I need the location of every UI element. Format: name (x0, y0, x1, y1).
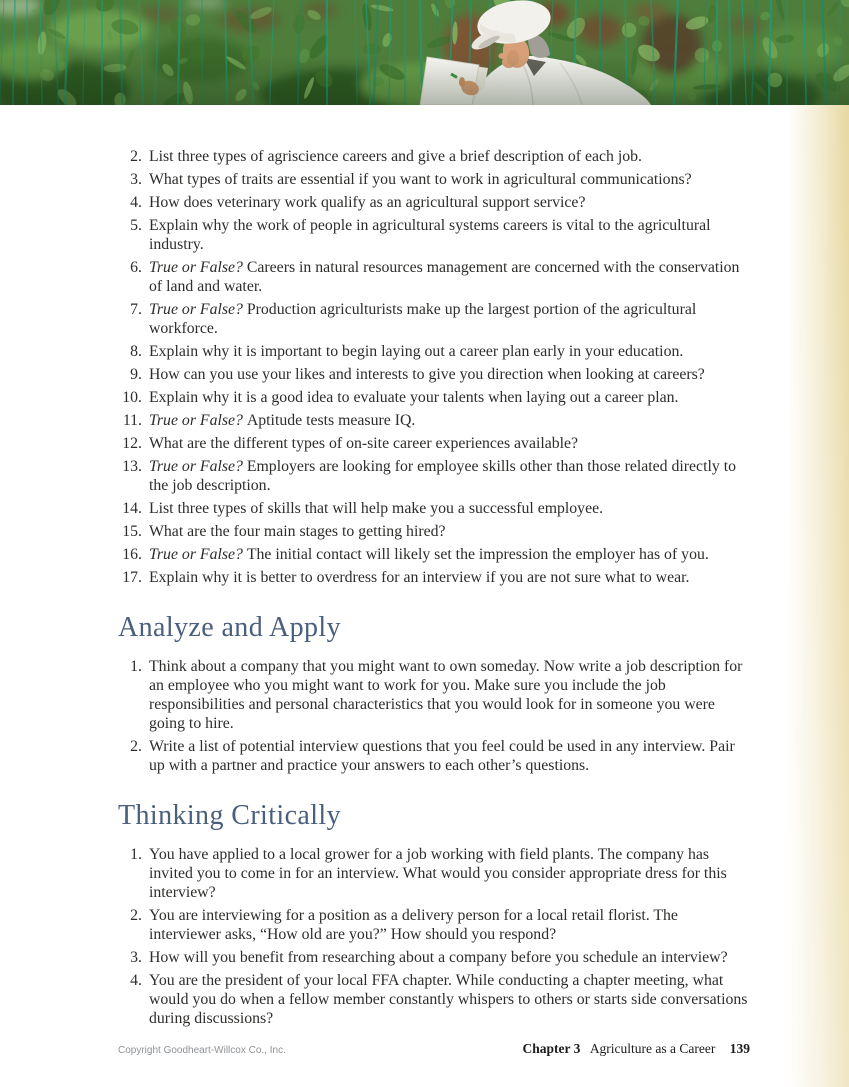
list-item (118, 737, 751, 775)
list-item (118, 545, 751, 564)
item-number: 8. (130, 343, 142, 360)
copyright-text: Copyright Goodheart-Willcox Co., Inc. (118, 1045, 286, 1056)
item-text: How will you benefit from researching about a company before you schedule an interview? (149, 949, 728, 966)
item-text: What are the four main stages to getting hired? (149, 523, 446, 540)
item-number: 4. (130, 972, 142, 989)
section-heading-analyze-and-apply: Analyze and Apply (118, 612, 341, 643)
item-text: List three types of agriscience careers and give a brief description of each job. (149, 148, 642, 165)
field-photo-illustration (0, 0, 849, 105)
item-text: Think about a company that you might want to own someday. Now write a job description for an employee who you might want to work for you. Make sure you include the job responsibilities and personal characteristics that you would look for in someone you were going to hire. (149, 658, 743, 732)
chapter-footer (523, 1041, 750, 1057)
section-heading-thinking-critically: Thinking Critically (118, 800, 342, 831)
item-text: Explain why it is a good idea to evaluate your talents when laying out a career plan. (149, 389, 679, 406)
item-text: Explain why the work of people in agricultural systems careers is vital to the agricultural industry. (149, 217, 711, 253)
item-number: 17. (122, 569, 142, 586)
true-false-prefix: True or False? (149, 301, 247, 318)
thinking-critically-list (118, 845, 751, 1028)
list-item (118, 522, 751, 541)
page-edge-accent (787, 105, 849, 1087)
list-item (118, 906, 751, 944)
item-text: What types of traits are essential if you want to work in agricultural communications? (149, 171, 692, 188)
section-thinking-critically (118, 801, 751, 1028)
list-item (118, 499, 751, 518)
item-number: 12. (122, 435, 142, 452)
item-text: True or False? Careers in natural resources management are concerned with the conservation of land and water. (149, 259, 740, 295)
list-item (118, 457, 751, 495)
page-content (118, 105, 751, 1032)
list-item (118, 193, 751, 212)
item-number: 4. (130, 194, 142, 211)
item-number: 1. (130, 658, 142, 675)
item-number: 2. (130, 907, 142, 924)
item-number: 14. (122, 500, 142, 517)
item-number: 13. (122, 458, 142, 475)
item-number: 3. (130, 949, 142, 966)
list-item (118, 342, 751, 361)
item-text: List three types of skills that will help make you a successful employee. (149, 500, 604, 517)
item-text: Write a list of potential interview questions that you feel could be used in any interview. Pair up with a partner and practice your answers to each other’s questions. (149, 738, 735, 774)
true-false-prefix: True or False? (149, 458, 247, 475)
true-false-prefix: True or False? (149, 412, 247, 429)
header-photo (0, 0, 849, 105)
list-item (118, 300, 751, 338)
item-number: 7. (130, 301, 142, 318)
list-item (118, 845, 751, 902)
list-item (118, 948, 751, 967)
item-number: 6. (130, 259, 142, 276)
item-number: 15. (122, 523, 142, 540)
list-item (118, 971, 751, 1028)
item-number: 9. (130, 366, 142, 383)
page-number: 139 (729, 1041, 750, 1056)
item-number: 2. (130, 738, 142, 755)
item-text: What are the different types of on-site career experiences available? (149, 435, 579, 452)
photo-vignette (0, 55, 849, 105)
item-text: You have applied to a local grower for a job working with field plants. The company has invited you to come in for an interview. What would you consider appropriate dress for this interview? (149, 846, 727, 901)
review-questions-list (118, 147, 751, 587)
item-number: 3. (130, 171, 142, 188)
list-item (118, 388, 751, 407)
section-analyze-and-apply (118, 613, 751, 775)
true-false-prefix: True or False? (149, 259, 247, 276)
item-text: You are the president of your local FFA chapter. While conducting a chapter meeting, what would you do when a fellow member constantly whispers to others or starts side conversations during discussions? (149, 972, 748, 1027)
item-text: How can you use your likes and interests to give you direction when looking at careers? (149, 366, 705, 383)
list-item (118, 147, 751, 166)
item-text: True or False? The initial contact will likely set the impression the employer has of you. (149, 546, 709, 563)
item-text: True or False? Aptitude tests measure IQ. (149, 412, 416, 429)
item-number: 2. (130, 148, 142, 165)
list-item (118, 258, 751, 296)
item-text: Explain why it is important to begin laying out a career plan early in your education. (149, 343, 684, 360)
list-item (118, 365, 751, 384)
list-item (118, 216, 751, 254)
item-number: 5. (130, 217, 142, 234)
list-item (118, 434, 751, 453)
page-footer (118, 1041, 750, 1057)
item-number: 1. (130, 846, 142, 863)
list-item (118, 568, 751, 587)
item-text: True or False? Employers are looking for employee skills other than those related directly to the job description. (149, 458, 736, 494)
list-item (118, 411, 751, 430)
item-number: 16. (122, 546, 142, 563)
item-text: True or False? Production agriculturists make up the largest portion of the agricultural workforce. (149, 301, 697, 337)
item-number: 11. (122, 412, 142, 429)
list-item (118, 170, 751, 189)
item-number: 10. (122, 389, 142, 406)
analyze-apply-list (118, 657, 751, 775)
chapter-title: Agriculture as a Career (589, 1041, 716, 1056)
item-text: How does veterinary work qualify as an agricultural support service? (149, 194, 586, 211)
item-text: You are interviewing for a position as a delivery person for a local retail florist. The interviewer asks, “How old are you?” How should you respond? (149, 907, 678, 943)
list-item (118, 657, 751, 733)
item-text: Explain why it is better to overdress for an interview if you are not sure what to wear. (149, 569, 690, 586)
chapter-label: Chapter 3 (522, 1041, 581, 1056)
true-false-prefix: True or False? (149, 546, 247, 563)
